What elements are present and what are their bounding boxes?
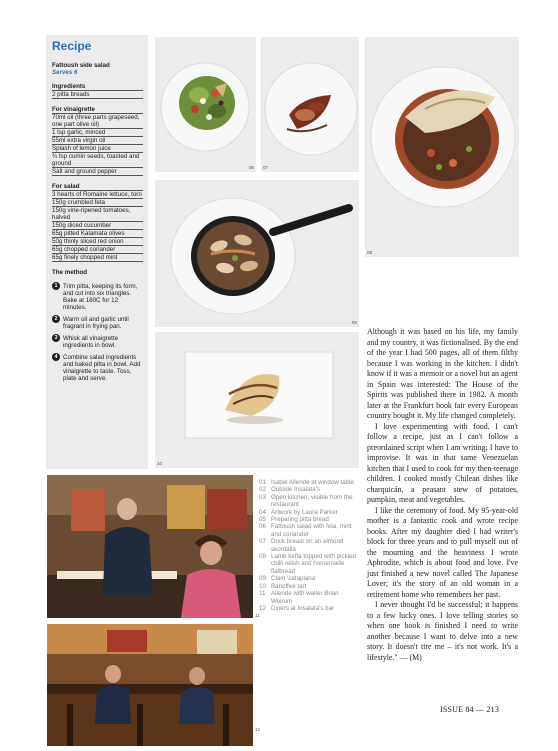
caption-number: 12 [259,604,266,612]
ingredient-item: 3 hearts of Romaine lettuce, torn [52,191,142,198]
recipe-title: Recipe [52,39,92,53]
caption-number: 04 [259,508,266,516]
caption-item [259,538,361,553]
ingredient-item: 150g crumbled feta [52,199,143,207]
caption-item [259,583,361,590]
body-paragraph: I never thought I'd be successful; it happens to a few lucky ones. I love telling stories so when one book is finished I need to write another because I want to delve into a new story. It doesn't tire me – it's not work. It's a lifestyle." — (M) [367,600,518,662]
photo-number: 11 [255,613,260,618]
caption-item [259,494,361,509]
ingredients-heading: Ingredients [52,83,143,91]
recipe-dish-name: Fattoush side salad [52,62,110,69]
ingredient-item: Splash of lemon juice [52,145,143,153]
method-heading: The method [52,269,88,276]
caption-item [259,590,361,605]
recipe-box [46,35,148,469]
caption-number: 07 [259,538,266,546]
photo-number: 08 [367,250,373,255]
ingredient-item: 55ml extra virgin oil [52,137,143,145]
step-number-badge: 2 [52,315,60,323]
ingredient-item: 70ml oil (three parts grapeseed, one part olive oil) [52,114,143,129]
caption-text: Preparing pitta bread [271,516,329,524]
caption-text: Duck breast on an almond skordalia [271,538,344,553]
ingredient-item: 65g pitted Kalamata olives [52,230,143,238]
step-number-badge: 1 [52,282,60,290]
caption-number: 03 [259,493,266,501]
photo-fattoush-salad [155,37,256,172]
caption-number: 05 [259,516,266,524]
caption-number: 11 [259,590,266,598]
caption-text: Artwork by Laura Parker [271,508,338,516]
caption-number: 01 [259,479,266,486]
recipe-serves: Serves 6 [52,69,78,76]
step-number-badge: 4 [52,353,60,361]
method-step [52,283,143,311]
body-paragraph: I like the ceremony of food. My 95-year-old mother is a fantastic cook and wrote recipe books. After my daughter died I had writer's block for three years and to pull myself out of the mourning and the heaviness I wrote Aphrodite, which is about food and love. I've just finished a new novel called The Japanese Lover; it's the story of an old woman in a retirement home who remembers her past. [367,505,518,599]
method-step [52,335,143,349]
caption-item [259,553,361,575]
caption-number: 08 [259,553,266,561]
caption-text: Lamb kefta topped with pickled chilli relish and homemade flatbread [271,553,356,575]
caption-text: Clam 'cataplana' [271,575,317,583]
ingredient-item: 2 pitta breads [52,91,143,99]
caption-number: 06 [259,523,266,531]
photo-duck-breast [261,37,359,172]
ingredient-item: 65g finely chopped mint [52,254,143,262]
photo-clam-cataplana [155,180,359,327]
caption-item [259,575,361,582]
vinaigrette-heading: For vinaigrette [52,106,143,114]
caption-text: Outside Insalata's [271,486,320,494]
step-text: Warm oil and garlic until fragrant in frying pan. [63,316,129,330]
photo-captions-list [259,479,361,612]
photo-number: 12 [255,727,261,732]
caption-item [259,516,361,523]
caption-number: 02 [259,486,266,494]
ingredient-item: ¾ tsp cumin seeds, toasted and ground [52,153,143,168]
step-text: Trim pitta, keeping its form, and cut into six triangles. Bake at 180C for 12 minutes. [63,283,138,311]
body-paragraph: I love experimenting with food. I can't follow a recipe, just as I can't follow a preordained script when I am writing; I have to improvise. It was in that same Venezuelan kitchen that I used to cook for my then-teenage children. I cooked mostly Chilean dishes like charquicán, a peasant stew of potatoes, pumpkin, meat and vegetables. [367,421,518,504]
caption-text: Banoffee tart [271,582,307,590]
method-step [52,354,143,382]
photo-diners-at-bar [47,624,261,746]
photo-number: 06 [248,165,254,170]
photo-number: 09 [351,320,357,325]
caption-text: Fattoush salad with feta, mint and coriander [271,523,352,538]
page-folio: ISSUE 84 — 213 [440,705,500,714]
ingredient-item: 1 tsp garlic, minced [52,129,143,137]
article-body [367,327,518,663]
photo-lamb-kefta [365,37,519,257]
photo-allende-with-waiter [47,475,260,618]
photo-number: 07 [263,165,269,170]
method-step [52,316,143,330]
caption-number: 09 [259,575,266,583]
caption-text: Allende with waiter Brian Weirum [271,590,339,605]
photo-banoffee-tart [155,332,359,468]
step-number-badge: 3 [52,334,60,342]
photo-number: 10 [157,461,163,466]
caption-item [259,605,361,612]
ingredient-item: 150g vine-ripened tomatoes, halved [52,207,143,222]
ingredient-item: 150g diced cucumber [52,222,143,230]
ingredient-item: 50g thinly sliced red onion [52,238,143,246]
caption-item [259,479,361,486]
ingredient-item: Salt and ground pepper [52,168,143,176]
caption-item [259,486,361,493]
body-paragraph: Although it was based on his life, my family and my country, it was fictionalised. By the end of the year I had 500 pages, all of them filthy because I was working in the kitchen. I didn't know if it was a memoir or a novel but an agent in Spain was interested: The House of the Spirits was published there in 1982. A month later at the Frankfurt book fair every European country bought it. My life changed completely. [367,327,518,420]
step-text: Combine salad ingredients and baked pitta in bowl. Add vinaigrette to taste. Toss, plate and serve. [63,354,141,382]
caption-item [259,509,361,516]
step-text: Whisk all vinaigrette ingredients in bowl. [63,335,119,349]
ingredient-item: 65g chopped coriander [52,246,143,254]
caption-number: 10 [259,582,266,590]
caption-text: Open kitchen, visible from the restaurant [271,493,353,509]
caption-text: Diners at Insalata's bar [271,604,335,612]
caption-item [259,523,361,538]
salad-heading: For salad [52,183,143,191]
caption-text: Isabel Allende at window table [271,479,354,486]
